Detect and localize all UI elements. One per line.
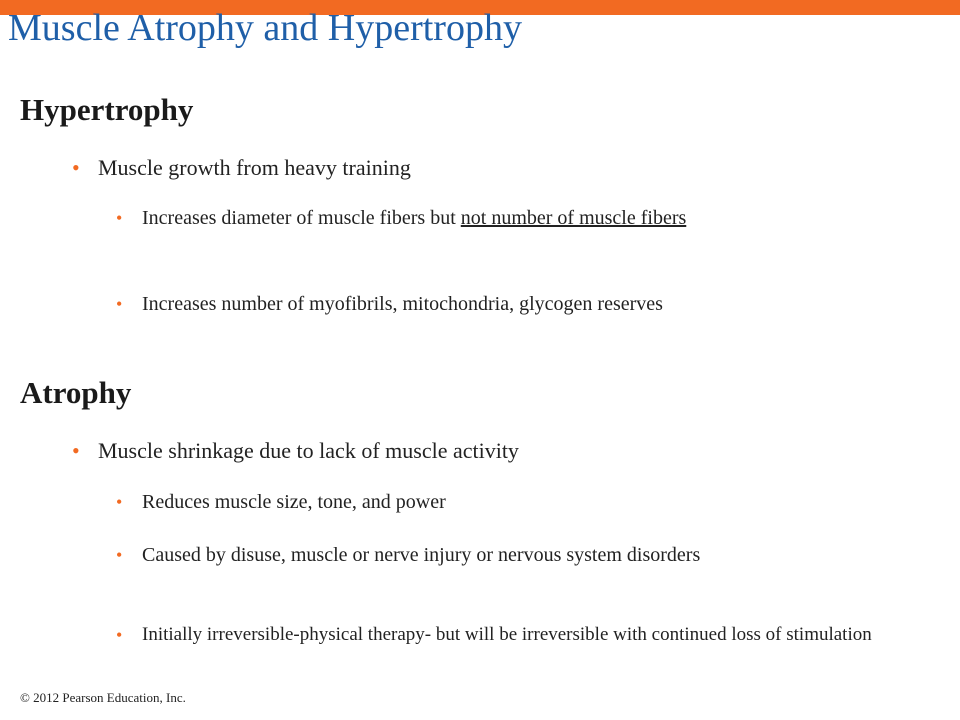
bullet-icon: • <box>116 545 123 565</box>
subbullet-text: Increases diameter of muscle fibers but <box>142 207 461 229</box>
subbullet-irreversible <box>116 620 882 650</box>
bullet-text: Muscle shrinkage due to lack of muscle activity <box>98 438 519 463</box>
bullet-icon: • <box>116 625 123 645</box>
slide-title: Muscle Atrophy and Hypertrophy <box>8 7 522 49</box>
bullet-icon: • <box>116 492 123 512</box>
subbullet-text: Caused by disuse, muscle or nerve injury or nervous system disorders <box>142 544 701 566</box>
subbullet-text: Initially irreversible-physical therapy- but will be irreversible with continued loss of stimulation <box>142 624 872 645</box>
bullet-icon: • <box>72 438 80 463</box>
bullet-text: Muscle growth from heavy training <box>98 155 411 180</box>
bullet-icon: • <box>116 208 123 228</box>
subbullet-fiber-diameter <box>116 202 882 235</box>
subbullet-myofibrils <box>116 288 842 321</box>
subbullet-text: Reduces muscle size, tone, and power <box>142 491 446 513</box>
subbullet-caused-by <box>116 539 882 572</box>
subbullet-text: Increases number of myofibrils, mitochondria, glycogen reserves <box>142 293 663 315</box>
section-heading-atrophy: Atrophy <box>20 375 132 410</box>
bullet-icon: • <box>116 294 123 314</box>
subbullet-underlined-text: not number of muscle fibers <box>460 207 687 229</box>
bullet-atrophy-definition <box>72 438 519 464</box>
bullet-hypertrophy-definition <box>72 155 411 181</box>
subbullet-reduces-size <box>116 486 882 519</box>
bullet-icon: • <box>72 155 80 180</box>
copyright-footer: © 2012 Pearson Education, Inc. <box>20 690 186 705</box>
section-heading-hypertrophy: Hypertrophy <box>20 92 194 127</box>
